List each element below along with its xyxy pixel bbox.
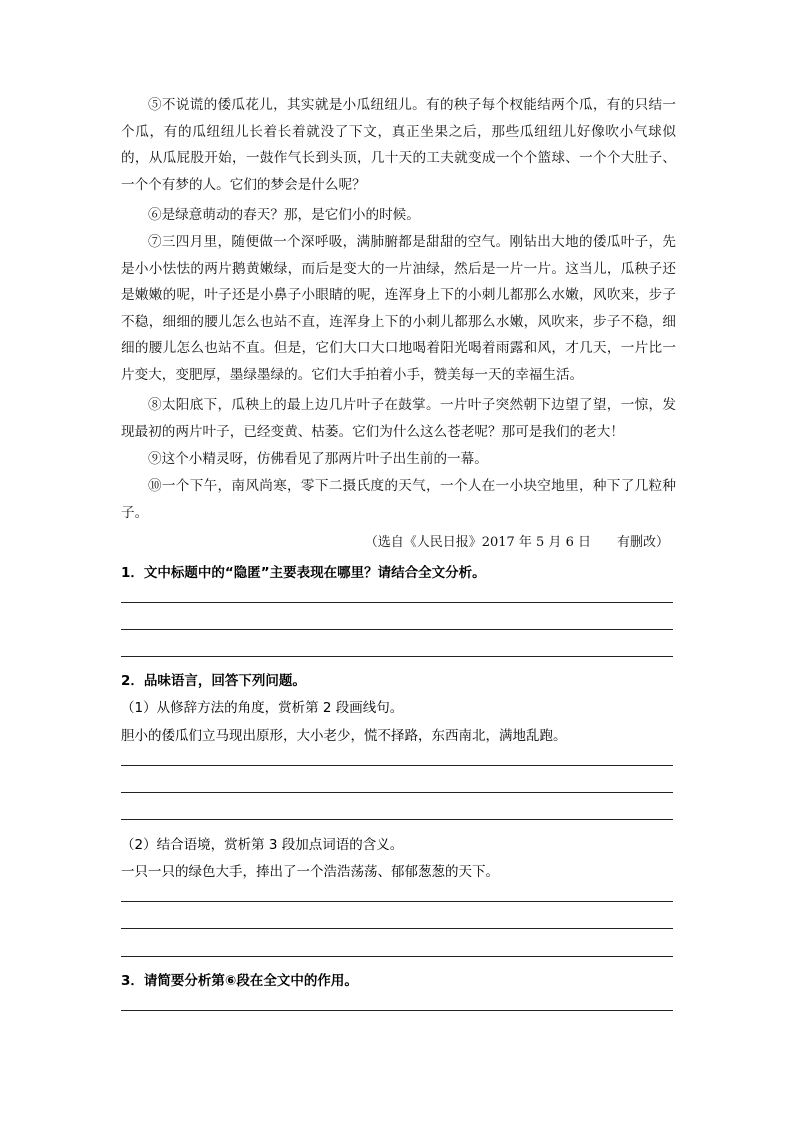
question-2-2: （2）结合语境，赏析第 3 段加点词语的含义。 [121,837,404,853]
paragraph-9: ⑨这个小精灵呀，仿佛看见了那两片叶子出生前的一幕。 [148,451,488,467]
answer-line[interactable] [121,1010,673,1011]
question-2: 2．品味语言，回答下列问题。 [121,673,306,689]
answer-line[interactable] [121,629,673,630]
question-3: 3．请简要分析第⑥段在全文中的作用。 [121,973,358,989]
source-note: （选自《人民日报》2017 年 5 月 6 日 有删改） [364,535,669,550]
paragraph-10: ⑩一个下午，南风尚寒，零下二摄氏度的天气，一个人在一小块空地里，种下了几粒种子。 [121,478,676,521]
question-2-2-sentence: 一只一只的绿色大手，捧出了一个浩浩荡荡、郁郁葱葱的天下。 [121,864,499,880]
paragraph-6: ⑥是绿意萌动的春天？那，是它们小的时候。 [148,207,420,223]
answer-line[interactable] [121,765,673,766]
paragraph-5: ⑤不说谎的倭瓜花儿，其实就是小瓜纽纽儿。有的秧子每个杈能结两个瓜，有的只结一个瓜，有的瓜纽纽儿长着长着就没了下文，真正坐果之后，那些瓜纽纽儿好像吹小气球似的，从瓜屁股开始，一鼓作气长到头顶，几十天的工夫就变成一个个篮球、一个个大肚子、一个个有梦的人。它们的梦会是什么呢？ [121,97,676,193]
answer-line[interactable] [121,956,673,957]
paragraph-7: ⑦三四月里，随便做一个深呼吸，满肺腑都是甜甜的空气。刚钻出大地的倭瓜叶子，先是小小怯怯的两片鹅黄嫩绿，而后是变大的一片油绿，然后是一片一片。这当儿，瓜秧子还是嫩嫩的呢，叶子还是小鼻子小眼睛的呢，连浑身上下的小刺儿都那么水嫩，风吹来，步子不稳，细细的腰儿怎么也站不直，连浑身上下的小刺儿都那么水嫩，风吹来，步子不稳，细细的腰儿怎么也站不直。但是，它们大口大口地喝着阳光喝着雨露和风，才几天，一片比一片变大，变肥厚，墨绿墨绿的。它们大手拍着小手，赞美每一天的幸福生活。 [121,234,676,383]
question-1: 1．文中标题中的“隐匿”主要表现在哪里？请结合全文分析。 [121,565,486,581]
paragraph-8: ⑧太阳底下，瓜秧上的最上边几片叶子在鼓掌。一片叶子突然朝下边望了望，一惊，发现最初的两片叶子，已经变黄、枯萎。它们为什么这么苍老呢？那可是我们的老大！ [121,397,676,440]
answer-line[interactable] [121,901,673,902]
answer-line[interactable] [121,792,673,793]
question-2-1: （1）从修辞方法的角度，赏析第 2 段画线句。 [121,700,404,716]
question-2-1-sentence: 胆小的倭瓜们立马现出原形，大小老少，慌不择路，东西南北，满地乱跑。 [121,728,567,744]
answer-line[interactable] [121,819,673,820]
answer-line[interactable] [121,656,673,657]
answer-line[interactable] [121,928,673,929]
answer-line[interactable] [121,602,673,603]
